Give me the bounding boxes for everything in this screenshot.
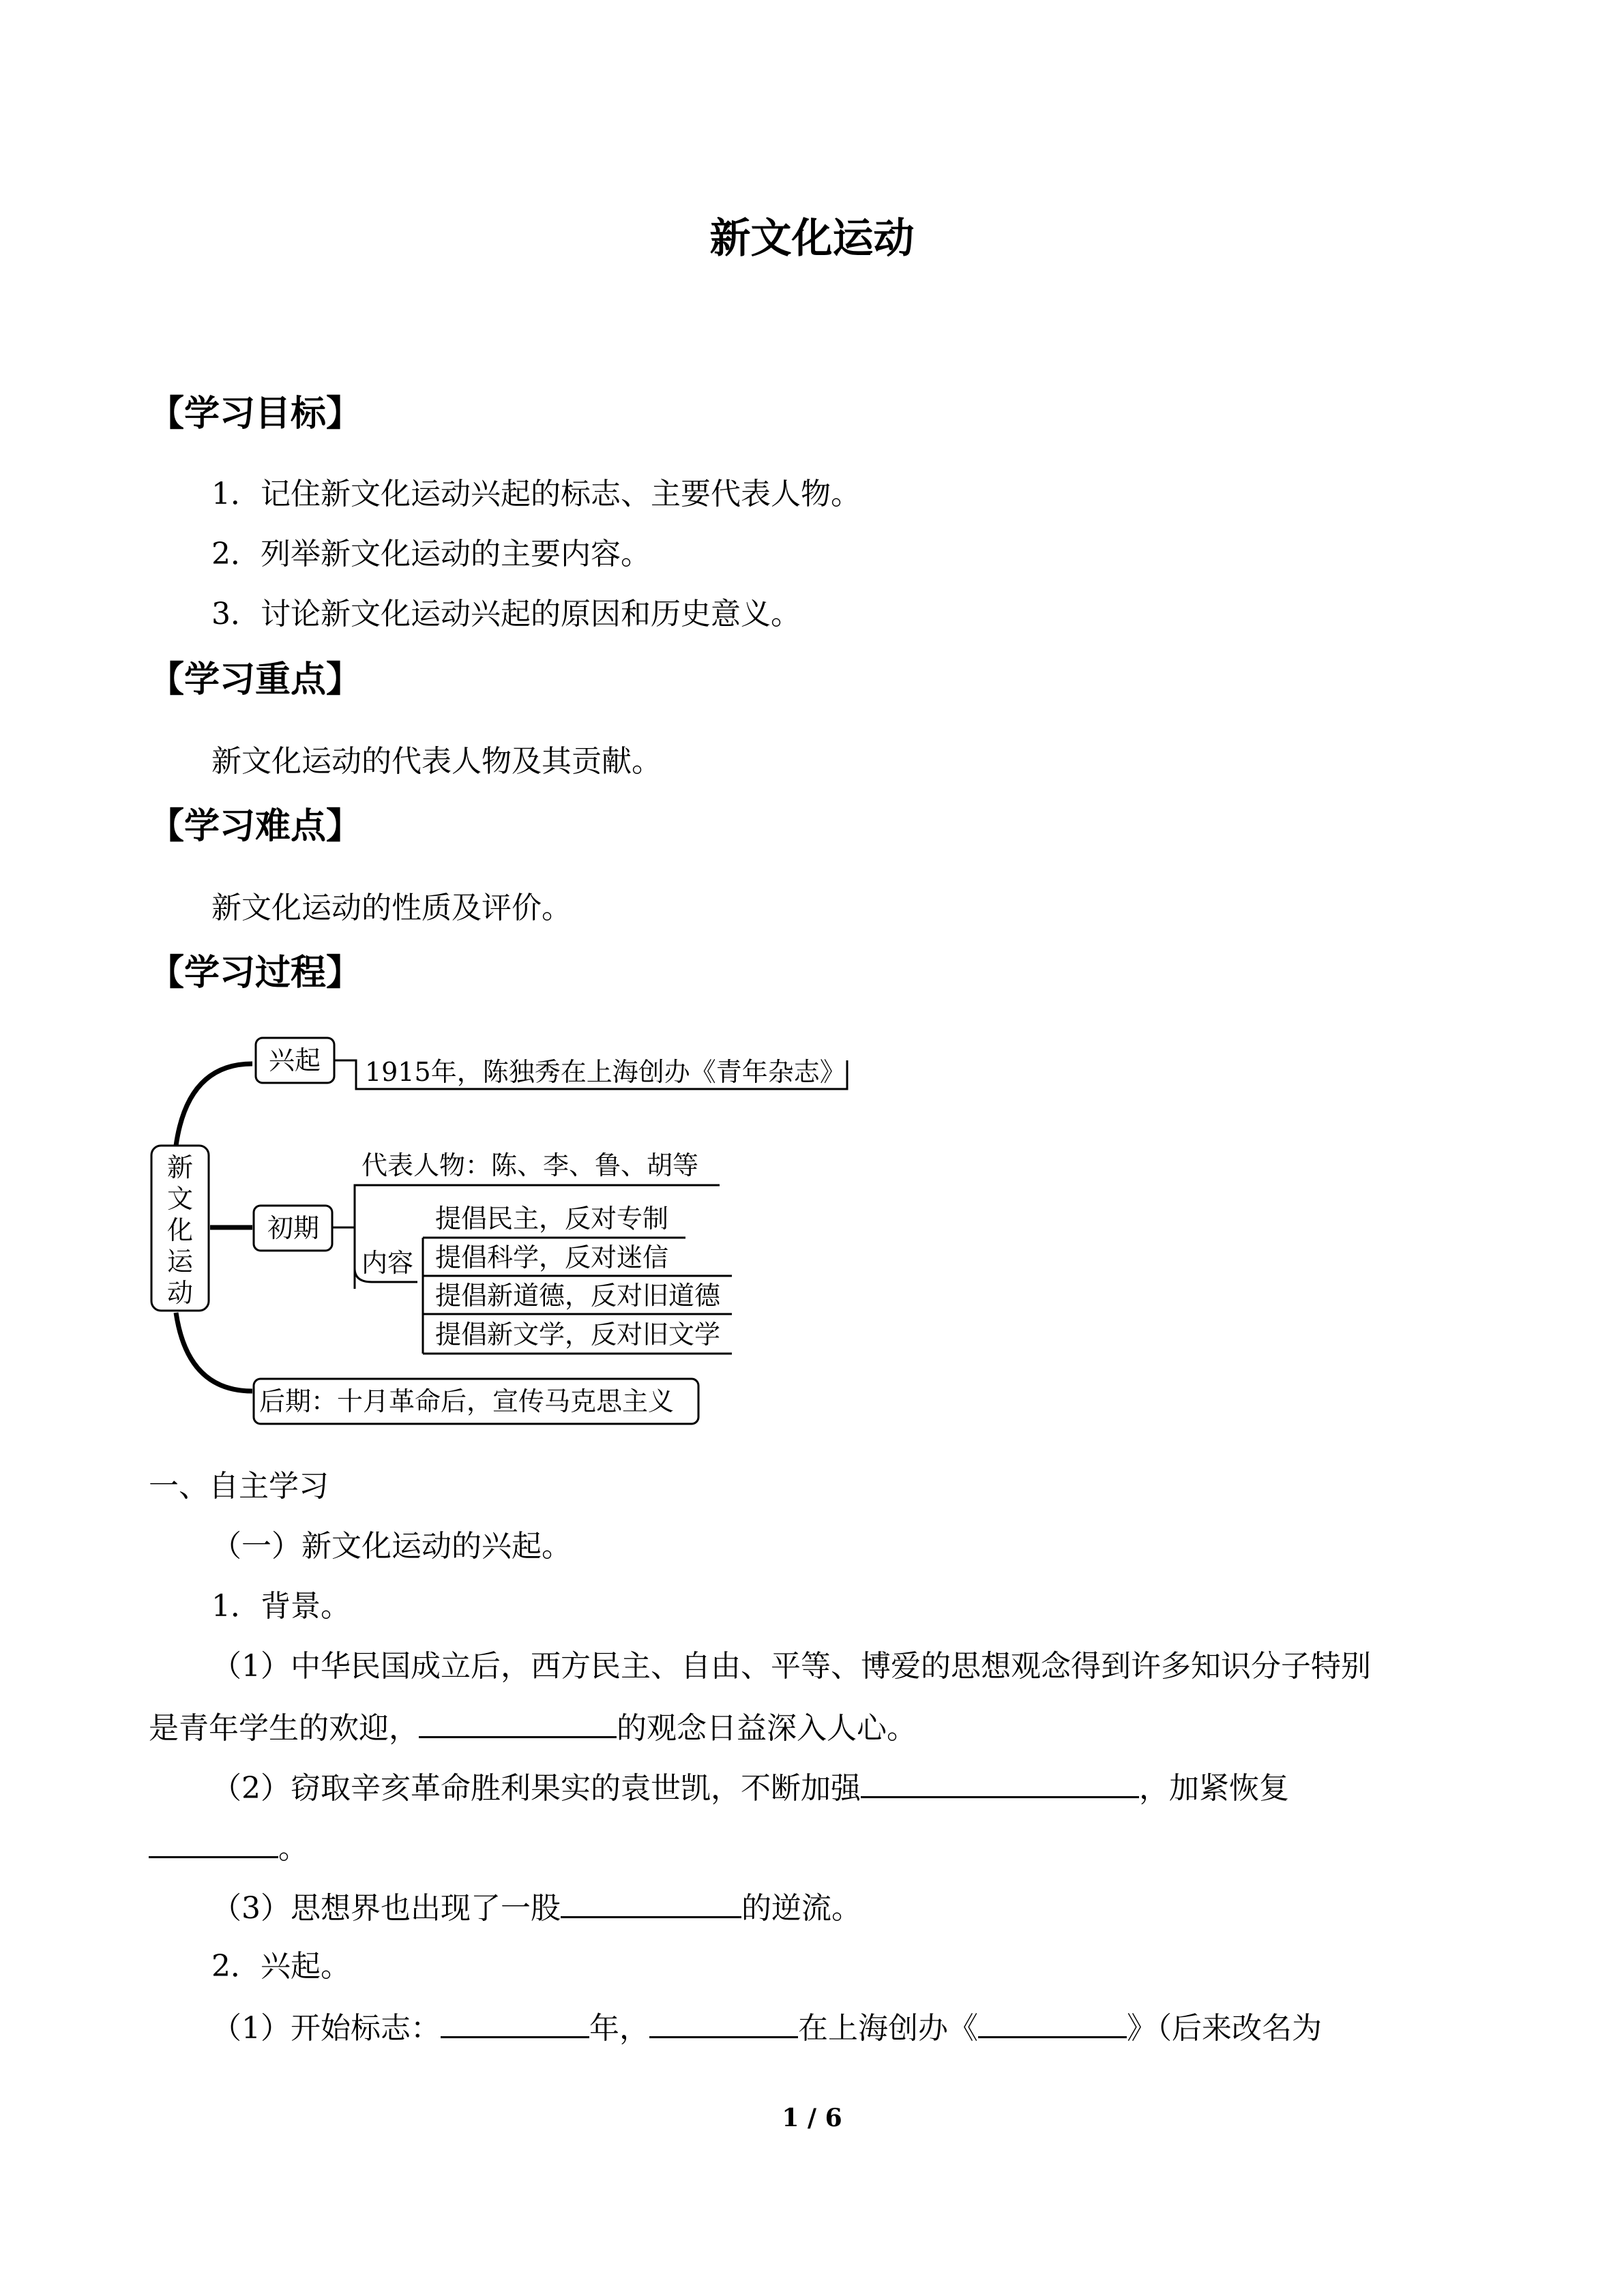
rise-1-line: （1）开始标志： 年， 在上海创办《 》（后来改名为 — [211, 2006, 1322, 2049]
goal-3: 3．讨论新文化运动兴起的原因和历史意义。 — [211, 597, 801, 631]
root-char-1: 新 — [166, 1152, 194, 1182]
fill-blank-5[interactable] — [441, 2006, 589, 2038]
heading-difficulty: 【学习难点】 — [149, 805, 362, 847]
bg-2-line-b: 。 — [149, 1826, 308, 1869]
page-number: 1 / 6 — [782, 2104, 842, 2132]
focus-text: 新文化运动的代表人物及其贡献。 — [211, 744, 662, 779]
early-label: 初期 — [267, 1213, 320, 1243]
item-1-heading: 1．背景。 — [211, 1589, 351, 1624]
bg-3-line: （3）思想界也出现了一股 的逆流。 — [211, 1886, 861, 1929]
goal-1: 1．记住新文化运动兴起的标志、主要代表人物。 — [211, 477, 861, 511]
content-item-2: 提倡科学，反对迷信 — [435, 1242, 669, 1272]
representatives-text: 代表人物：陈、李、鲁、胡等 — [361, 1150, 699, 1180]
difficulty-text: 新文化运动的性质及评价。 — [211, 891, 572, 925]
root-char-5: 动 — [166, 1278, 194, 1308]
rise-text: 1915年，陈独秀在上海创办《青年杂志》 — [365, 1057, 846, 1087]
root-char-2: 文 — [166, 1184, 194, 1214]
heading-goals: 【学习目标】 — [149, 393, 362, 434]
late-text: 后期：十月革命后，宣传马克思主义 — [259, 1386, 675, 1416]
bg-2-line-a: （2）窃取辛亥革命胜利果实的袁世凯，不断加强 ，加紧恢复 — [211, 1766, 1289, 1809]
goal-2: 2．列举新文化运动的主要内容。 — [211, 537, 651, 571]
content-label: 内容 — [361, 1248, 414, 1278]
rise-label: 兴起 — [268, 1045, 321, 1075]
item-2-heading: 2．兴起。 — [211, 1949, 351, 1984]
part-1-heading: 一、自主学习 — [149, 1469, 329, 1504]
heading-process: 【学习过程】 — [149, 952, 362, 994]
sub-1-heading: （一）新文化运动的兴起。 — [211, 1529, 572, 1564]
page-title: 新文化运动 — [709, 215, 915, 263]
root-char-3: 化 — [166, 1215, 194, 1245]
fill-blank-6[interactable] — [649, 2006, 798, 2038]
content-item-3: 提倡新道德，反对旧道德 — [435, 1281, 721, 1311]
fill-blank-7[interactable] — [978, 2006, 1127, 2038]
branch-late — [176, 1313, 252, 1391]
root-char-4: 运 — [166, 1247, 194, 1277]
bg-1-line-b: 是青年学生的欢迎， 的观念日益深入人心。 — [149, 1706, 917, 1749]
fill-blank-1[interactable] — [419, 1706, 617, 1738]
heading-focus: 【学习重点】 — [149, 659, 362, 700]
fill-blank-3[interactable] — [149, 1826, 278, 1858]
bg-1-line-a: （1）中华民国成立后，西方民主、自由、平等、博爱的思想观念得到许多知识分子特别 — [211, 1649, 1371, 1684]
fill-blank-4[interactable] — [561, 1886, 741, 1918]
fill-blank-2[interactable] — [861, 1766, 1139, 1798]
branch-rise — [176, 1064, 252, 1146]
content-item-4: 提倡新文学，反对旧文学 — [435, 1320, 721, 1350]
content-item-1: 提倡民主，反对专制 — [435, 1204, 669, 1234]
